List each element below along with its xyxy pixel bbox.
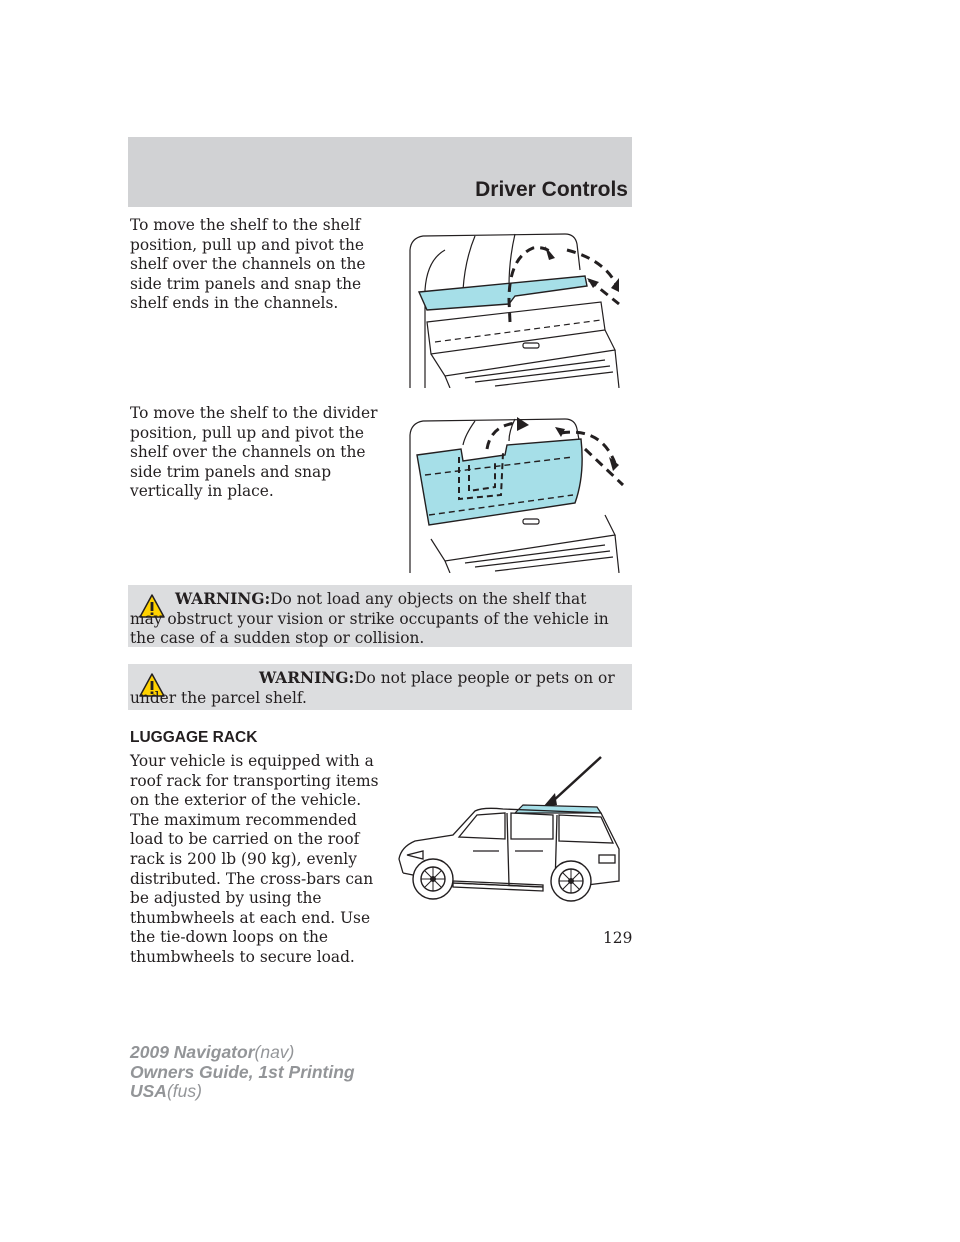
section-heading: LUGGAGE RACK bbox=[130, 729, 258, 746]
page-title: Driver Controls bbox=[475, 178, 628, 201]
warning-label: WARNING: bbox=[259, 669, 355, 687]
pointer-arrow-icon bbox=[553, 757, 601, 801]
shelf-position-illustration bbox=[405, 230, 635, 388]
warning-text: WARNING:Do not place people or pets on or under the parcel shelf. bbox=[130, 669, 615, 707]
pivot-arrow-icon bbox=[585, 449, 623, 485]
page-number: 129 bbox=[603, 929, 633, 947]
warning-box-parcel-shelf bbox=[128, 664, 632, 710]
document-footer: 2009 Navigator(nav) Owners Guide, 1st Printing USA(fus) bbox=[130, 1042, 355, 1102]
luggage-rack-paragraph: Your vehicle is equipped with a roof rack for transporting items on the exterior of the vehicle. The maximum recommended load to be carried on the roof rack is 200 lb (90 kg), evenly distributed. The cross-bars can be adjusted by using the thumbwheels at each end. Use the tie-down loops on the thumbwheels to secure load. bbox=[130, 752, 379, 966]
parcel-shelf bbox=[419, 276, 587, 310]
shelf-position-paragraph: To move the shelf to the shelf position, pull up and pivot the shelf over the channels on the side trim panels and snap the shelf ends in the channels. bbox=[130, 216, 366, 313]
divider-position-illustration bbox=[405, 415, 635, 573]
divider-position-paragraph: To move the shelf to the divider position, pull up and pivot the shelf over the channels on the side trim panels and snap vertically in place. bbox=[130, 404, 378, 501]
luggage-rack-illustration bbox=[393, 755, 633, 915]
header-band bbox=[128, 137, 632, 207]
warning-text: WARNING:Do not load any objects on the shelf that may obstruct your vision or strike occupants of the vehicle in the case of a sudden stop or collision. bbox=[130, 590, 609, 648]
warning-box-shelf-objects bbox=[128, 585, 632, 647]
divider-panel bbox=[417, 439, 582, 525]
warning-label: WARNING: bbox=[175, 590, 271, 608]
